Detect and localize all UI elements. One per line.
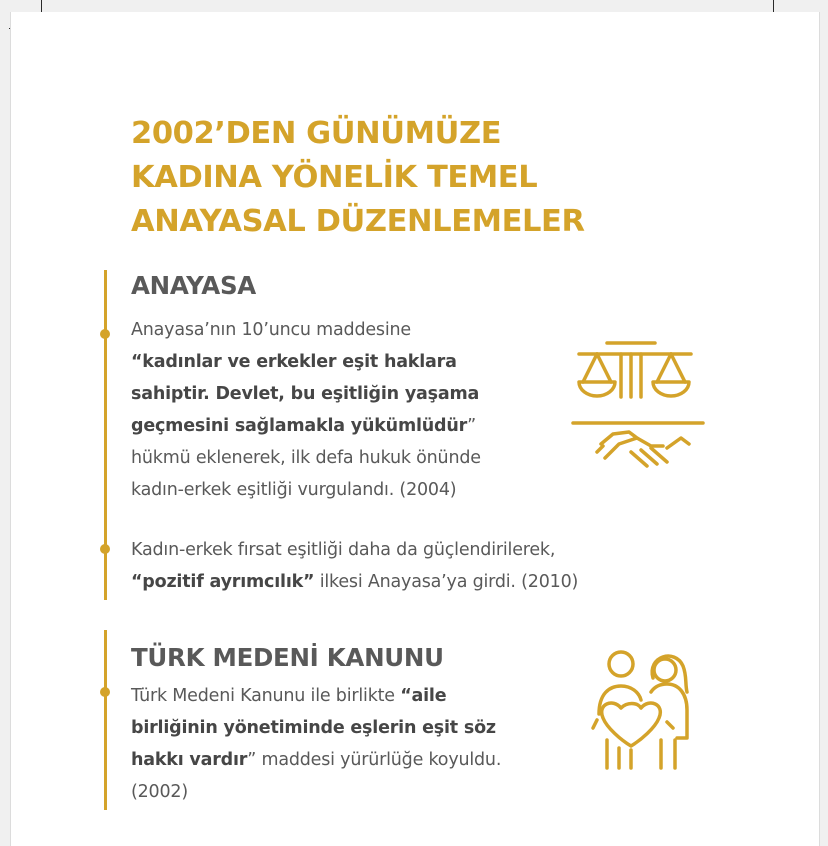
document-page: [10, 12, 820, 846]
scales-of-justice-handshake-icon: [571, 334, 705, 474]
text-line: [131, 410, 481, 442]
title-line-3: ANAYASAL DÜZENLEMELER: [131, 204, 585, 239]
bold-text: “pozitif ayrımcılık”: [131, 572, 315, 592]
plain-text: ” maddesi yürürlüğe koyuldu.: [247, 750, 502, 770]
bold-text: hakkı vardır: [131, 750, 248, 770]
bold-text: birliğinin yönetiminde eşlerin eşit söz: [131, 718, 496, 738]
text-line: Anayasa’nın 10’uncu maddesine: [131, 320, 411, 340]
text-line: [131, 744, 501, 776]
text-line: Kadın-erkek fırsat eşitliği daha da güçlendirilerek,: [131, 540, 556, 560]
plain-text: ”: [467, 416, 476, 436]
timeline-dot-1: [100, 329, 110, 339]
text-line: [131, 712, 501, 744]
anayasa-paragraph-2: [131, 534, 578, 598]
text-line: [131, 566, 578, 598]
plain-text: ilkesi Anayasa’ya girdi. (2010): [314, 572, 579, 592]
text-line: kadın-erkek eşitliği vurgulandı. (2004): [131, 480, 457, 500]
couple-heart-icon: [591, 648, 695, 774]
title-line-1: 2002’DEN GÜNÜMÜZE: [131, 116, 502, 151]
section-heading-anayasa: ANAYASA: [131, 271, 256, 300]
section-heading-turk-medeni-kanunu: TÜRK MEDENİ KANUNU: [131, 643, 444, 672]
timeline-dot-2: [100, 544, 110, 554]
title-line-2: KADINA YÖNELİK TEMEL: [131, 160, 538, 195]
text-line: hükmü eklenerek, ilk defa hukuk önünde: [131, 448, 481, 468]
text-line: [131, 378, 481, 410]
timeline-dot-3: [100, 687, 110, 697]
plain-text: Türk Medeni Kanunu ile birlikte: [131, 686, 401, 706]
text-line: [131, 346, 481, 378]
page-title: [131, 112, 585, 244]
text-line: (2002): [131, 782, 188, 802]
text-line: [131, 680, 501, 712]
bold-text: sahiptir. Devlet, bu eşitliğin yaşama: [131, 384, 480, 404]
section-tmk-timeline-line: [104, 630, 107, 810]
bold-text: geçmesini sağlamakla yükümlüdür: [131, 416, 468, 436]
bold-text: “aile: [400, 686, 447, 706]
anayasa-paragraph-1: [131, 314, 481, 506]
bold-text: “kadınlar ve erkekler eşit haklara: [131, 352, 457, 372]
tmk-paragraph: [131, 680, 501, 808]
